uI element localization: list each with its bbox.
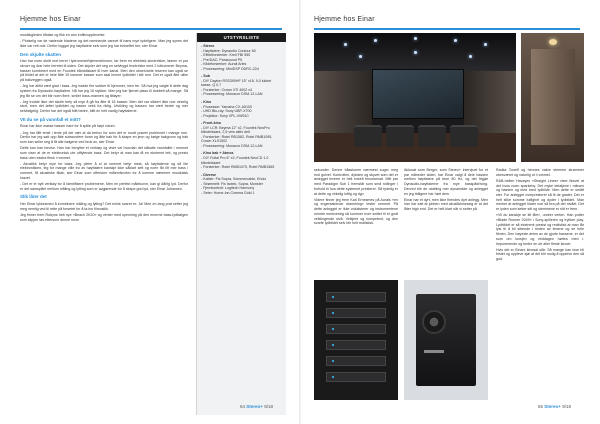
paragraph: - Jeg har alltid vært glad i bass. Jeg hadde fire subber til hjemmet, men tre. Så hva jeg valgte å dette dag system fra Dynaudio-høyttalere. Nå har jeg 16 stykker. Men jeg har fjernet plass til dobbelt så mange. Så jeg får se om det blir noen flere, smiler bass-mannen og tilføyer: — [20, 84, 188, 98]
subheading: VII du se på vannfall et mitt? — [20, 116, 81, 122]
paragraph: Han har noen skritt mot lerret i lydrommet/hjemmekinoen, tar frem en elektrisk skrutrekker, løsner et par skruer og drar hele lerretet til siden. Det skjuler det seg en selvbygd frontrekke med 2 toltrommer Beyma-basser kombinert med en Fountek bånddiskant til hver kanal. Men den observante leseren kan også se på bildet at det er hele åtte 15 tommer basser som skal levere lydbildet i sitt rom. Det er også åtte ulike på bakveggen også. — [20, 59, 188, 82]
running-head: Hjemme hos Einar — [314, 16, 375, 23]
factbox-section — [201, 44, 282, 71]
article-column — [314, 168, 398, 227]
factbox-item: - DIY Dayton RSS390HF 15" x16, 9,0 lukket kasse, Q 0,7 — [201, 78, 272, 88]
paragraph: Hvis det er Einars kinosal slår. Så mange kan lose bli fristet og oppleve sjøl at det blir mulig å oppleve den så god. — [496, 247, 584, 262]
factbox-section-title: - Diverse — [201, 172, 217, 177]
factbox-section-title: - Sub — [201, 74, 210, 79]
factbox-item: - Prosessor: Yamaha CX-A5100 — [201, 104, 253, 109]
paragraph: Einar har et dyrt, men ikke firendes dyrt anlegg. Men han har satt at jobben med akustikkmessig er at det låter high end. Det er helt klart når vi setter på — [404, 197, 488, 212]
running-head: Hjemme hos Einar — [20, 16, 81, 23]
factbox-item: - Pre/DAC: Parasound P5 — [201, 57, 243, 62]
room-detail-photo — [521, 33, 584, 162]
paragraph: Radka Toneff og hennes vakre stemme strømmer ubesværet og naturlig ut i rommet. — [496, 168, 584, 177]
factbox-item: - Kildeforsterker: Aurali Arles — [201, 62, 247, 67]
paragraph: musikkgleden tilbake og fikk en ann enfilmopplevelse. — [20, 33, 106, 37]
article-column — [404, 168, 488, 213]
subheading: Den skjulte skatten — [20, 51, 62, 57]
page-footer — [538, 404, 571, 409]
paragraph: Jeg finner frem Robyns helt nye «Beach 2K20» og venter med spenning på den enorme bass-lydbølgen som slipper løs ettersom denne neon — [20, 212, 188, 222]
page-number: 64 — [240, 404, 246, 409]
paragraph: «Vil du kanskje se litt film», undrer verten. Han putter «Blade Runner 2049» i Sony-spilleren og trykker play. Lydbildet er så ekstremt presist og realistisk at man får lyst til å bli sittende i resten av timene og se hele filmen. Den høyeste delen av de gjorte bassene, er det som om lunsjen og middagen hørtes med i. Imponerende og bedre en de aller fleste kinoer. — [496, 213, 584, 246]
header-rule — [20, 28, 282, 30]
factbox-item: - Kabler: Fis Supra, Sommercable, Kholz — [201, 177, 267, 182]
issue-number: 9/18 — [264, 404, 273, 409]
factbox-item: - Fjernkontroll: Logitech Harmony — [201, 186, 255, 191]
paragraph: Einar har ikke masse basser bare for å spille på høyt volum: — [20, 124, 116, 129]
paragraph: - Akustikk betyr mye for bass. Jeg pleier å si at rommet betyr mest, så høyttalerne og så lite elektronikken, leg for mange ville tro av høyttalere kanskje ikke såklart sett og noen får litt mer bass i rommet, få akustiske tiltak, sier Einar som offeruker målemikrofon for å komme nærmere musikalsk kravet. — [20, 161, 188, 180]
factbox-item: - Prosessering: Monacor DSM-12-LAN — [201, 92, 263, 97]
factbox-item: - Seter: Home-Inn Cinema Gold 1 — [201, 190, 255, 195]
paragraph: sekunder. Denne båsstonen nærmest suger meg mot golvet. Kontrollen, dybden og skyvet som det er anlegget leverer er helt enkelt fenomenalt. Mitt par med Paradigm Sub 1 fremstår som små rollinger i forhold til hva dette systemet presterer. Så tydelig er at dette og virkelig luftig og dyp. — [314, 168, 398, 196]
issue-number: 9/18 — [562, 404, 571, 409]
factbox-section-title: - Stereo — [201, 44, 215, 48]
factbox-item: - Forsterker: Rotel RB1582, Rotel RMB1095, Crown XLS1502 — [201, 134, 273, 144]
factbox-item: - Prosessering: Monacor DSM-12-LAN — [201, 143, 263, 148]
article-column — [496, 168, 584, 263]
paragraph: - Jeg har fått tenkt i lente på det nær at da behov for som det er rundt prøvet problemet i mange rom. Derfor har jeg satt opp åtte subwoofere foran og åtte bak for å skape en jevn og bølge bakgrunn og bak som kan seller seg å få alle bølgene ved bruk av, sier Einar. — [20, 130, 188, 144]
paragraph: Her Einar lykkesmed å kombinere måling og lytting? Det enkle svaret er: Ja! Men en lang prat setter jeg meg nemlig ved til rette på forsetet for å ta inn filmusikk. — [20, 201, 188, 211]
factbox-section — [201, 121, 282, 148]
factbox-item: - Prosessering: MiniDSP DDRC-22d — [201, 66, 259, 71]
factbox-item: - Projektor: Sony VPL-VW510 — [201, 113, 249, 118]
factbox-section — [201, 74, 282, 97]
factbox-section-title: - Front-kino — [201, 121, 221, 126]
page-number: 65 — [538, 404, 544, 409]
factbox-item: - Forsterker: Crown XTi 4002 x4 — [201, 87, 252, 92]
factbox-item: - DIY Fultal Pro 6" x2, Fountek NeoCD 1.0 båndeiskant — [201, 156, 269, 165]
magazine-name: Stereo+ — [544, 404, 561, 409]
factbox-title: UTSTYRSLISTE — [197, 33, 286, 42]
paragraph: - Jeg trodde ikke det skulle bety så mye å gå fra åtte til 16 basser. Men det var sikkert ikke noe virkelig stort, men det løftet lydbildet og basen vekk fra riktig. Utvikling og bassen har vært bedre og mer selvfølgelig. Derfor har det også blitt bedre, blitt en helt vanlig høyttalerne. — [20, 99, 188, 114]
factbox-section — [201, 151, 282, 169]
header-rule — [314, 28, 580, 30]
right-page — [300, 0, 600, 424]
article-column — [20, 33, 188, 224]
paragraph: - Plutselig var de nødende bladene og det nemnende vannet til hans mye tydeligere. Man jeg synes det ikke var rett nok. Derfor bygget jeg høyttalere selv som jeg har bekreftet her, sier Einar. — [20, 39, 188, 48]
factbox-item: - Strømnett: Fis Isotek, Supra, Monster — [201, 181, 263, 186]
page-footer — [240, 404, 273, 409]
factbox-item: - Effektforsterker: Krell FBI 550 — [201, 53, 251, 58]
factbox-item: - Forsterker: Rotel RMB1075, Rotel RMB1565 — [201, 165, 275, 170]
factbox-section-title: - Kino — [201, 100, 212, 105]
subwoofer-photo — [404, 280, 488, 400]
paragraph: Akkurat som Berger, som Stereo+ intervjuet for et par måneder siden, har Einar valgt å dele bassen mellom høyttalere på teori 80 Hz, og det frigjør Dynaudio-høyttalerne fra mye basspådriving. Derved blir de utdeling mer dynamiske og anlegget en jeg tidligere har hørt dem. — [404, 168, 488, 196]
subheading: Slik låter det — [20, 194, 47, 200]
factbox-section-title: - Kino bak + Atmos — [201, 151, 234, 156]
factbox-body — [197, 42, 286, 200]
factbox-item: - UHD Blu-ray: Sony UBP-X700 — [201, 109, 252, 114]
factbox-section — [201, 173, 282, 196]
factbox-item: - Høyttalere: Dynaudio Contour 60 — [201, 48, 256, 53]
equipment-rack-photo — [314, 280, 398, 400]
paragraph: Videre finner jeg frem Karl Ernesmes på Aurals «en og engentakende dramming» tester rommet. På dette anlegget er ikke vokalsterer og instrumentene mindre merkverdig så kommer hver snittet til et godt velklingende nivå. Velkjent og kompetent, og den svarte lydbildet selv blir helt realistisk. — [314, 197, 398, 226]
cinema-room-photo — [314, 33, 516, 162]
equipment-factbox — [196, 33, 286, 415]
paragraph: - Det er et nytt verktøy for å identifisere problemene. Men en perfekt målekurve, kan gi dårlig lyd. Derfor er det samspillet mellom måling og lytting som er avgjørende for å skape god lyd, sier Einar Johansen. — [20, 182, 188, 191]
factbox-item: - DIY LCR: Beyma 12" x2, Fountek NeoPro båndeiskant, 2,5 veis aktiv delt — [201, 125, 270, 135]
paragraph: R&B-helten Havayes «Straight Lines» viser likevel at det hvos noen sparkeby. Det myke detaljene i miksen og bassen og med bred lydbilde. Men dette er smått ster. For anlegget overpresterer så til de grader. Det er helt slike somme lutfighet og dyder i lydbildet. Man merker at anlegget klarer noe så bra på det nivået. Det er lyden som setter sitt og stemmene er sitt er frem. — [496, 178, 584, 212]
magazine-name: Stereo+ — [246, 404, 263, 409]
paragraph: Dette kan han bevise. Han har benyttet et verktøy og viser vei hvordan det såkalte vannfallet i rommet som viser at de er elektronisk ute utflytende bass. Det betyr at man kan få en ekstremt tett, og presis bass uten ekstra flesk i rommet. — [20, 146, 188, 160]
factbox-section — [201, 100, 282, 118]
